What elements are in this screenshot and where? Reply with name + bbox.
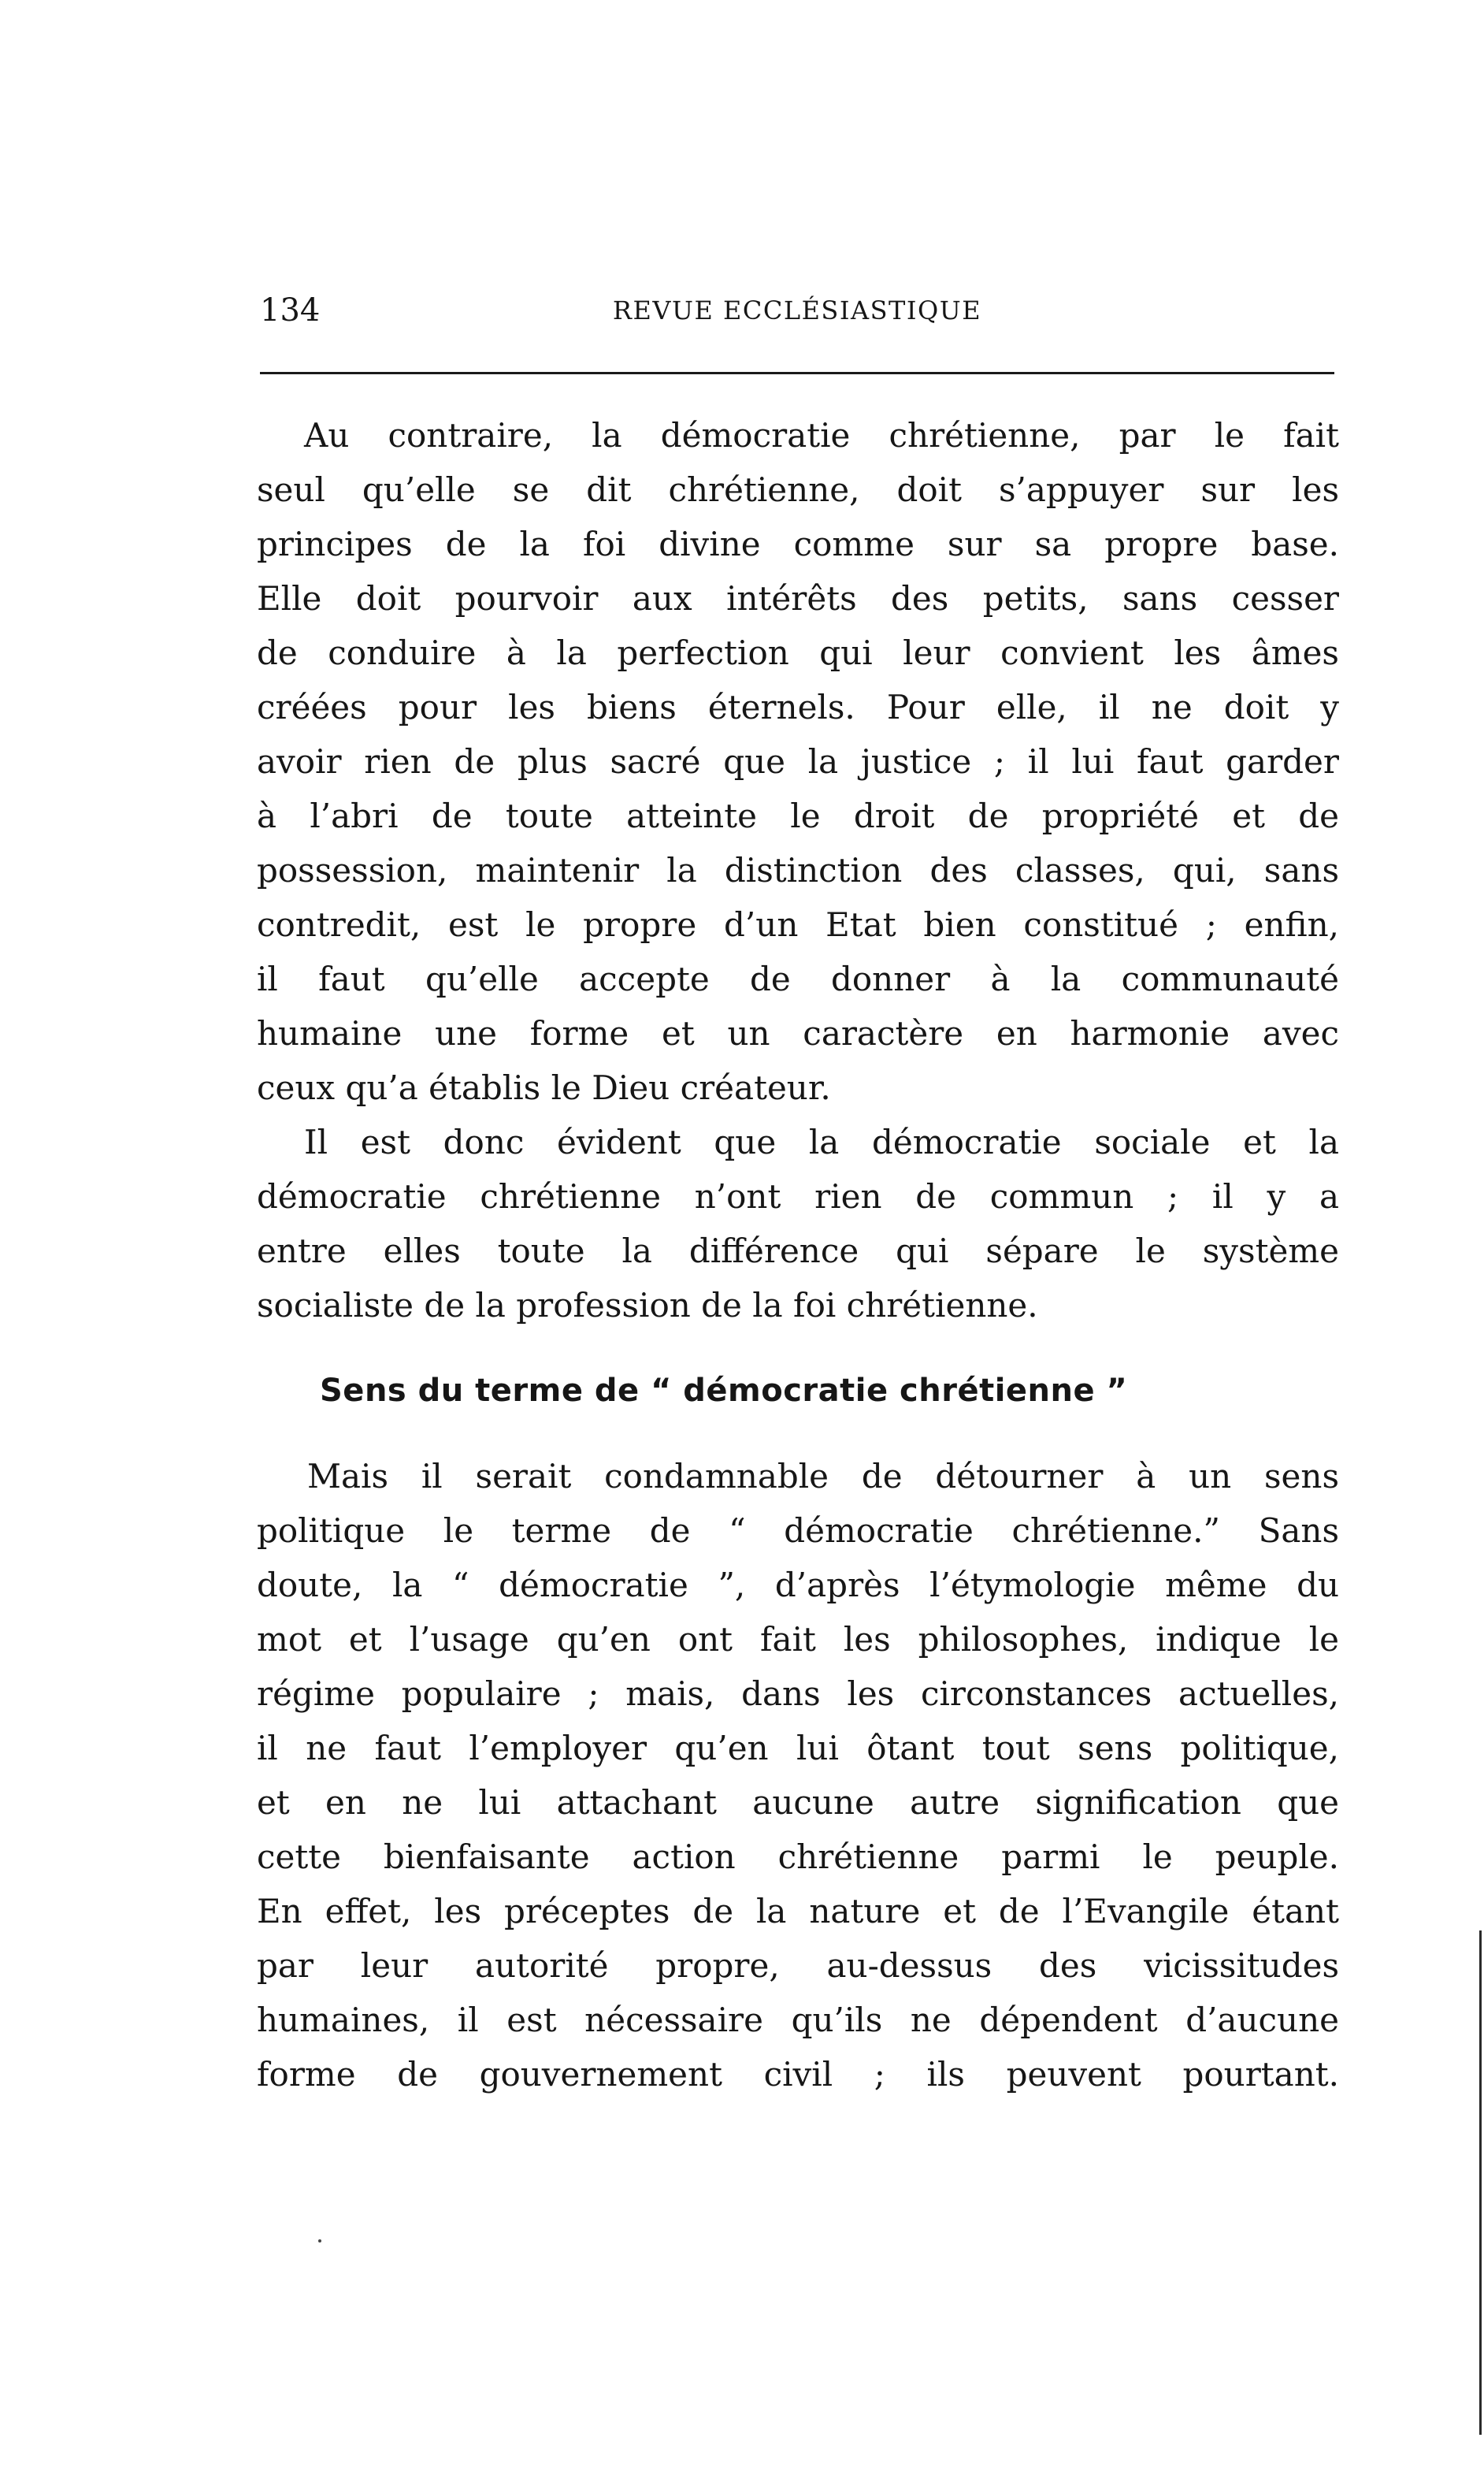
text-line: socialiste de la profession de la foi chrétienne. (257, 1286, 1038, 1325)
text-line: mot et l’usage qu’en ont fait les philosophes, indique le (257, 1620, 1339, 1659)
text-line: doute, la “ démocratie ”, d’après l’étymologie même du (257, 1566, 1339, 1604)
text-line: principes de la foi divine comme sur sa propre base. (257, 525, 1339, 563)
text-line: de conduire à la perfection qui leur convient les âmes (257, 634, 1339, 672)
text-line: créées pour les biens éternels. Pour elle, il ne doit y (257, 688, 1339, 726)
text-line: possession, maintenir la distinction des classes, qui, sans (257, 851, 1339, 890)
header-rule (260, 372, 1334, 374)
paragraph-3 (257, 1449, 1339, 2101)
text-line: Il est donc évident que la démocratie sociale et la (304, 1123, 1339, 1161)
text-line: régime populaire ; mais, dans les circonstances actuelles, (257, 1674, 1339, 1713)
paragraph-2 (257, 1115, 1339, 1332)
journal-title: REVUE ECCLÉSIASTIQUE (612, 295, 982, 325)
text-line: entre elles toute la différence qui sépare le système (257, 1232, 1339, 1270)
text-line: forme de gouvernement civil ; ils peuvent pourtant. (257, 2055, 1339, 2094)
text-line: Elle doit pourvoir aux intérêts des petits, sans cesser (257, 579, 1339, 618)
text-line: politique le terme de “ démocratie chrétienne.” Sans (257, 1511, 1339, 1550)
body-text (257, 408, 1339, 2101)
text-line: humaines, il est nécessaire qu’ils ne dépendent d’aucune (257, 2001, 1339, 2039)
page-number: 134 (260, 292, 321, 329)
section-heading: Sens du terme de “ démocratie chrétienne ” (320, 1373, 1128, 1409)
running-head (260, 287, 1334, 334)
text-line: Mais il serait condamnable de détourner à un sens (307, 1457, 1339, 1496)
text-line: à l’abri de toute atteinte le droit de propriété et de (257, 797, 1339, 835)
page-edge-mark (1479, 1930, 1482, 2435)
paragraph-1 (257, 408, 1339, 1115)
text-line: humaine une forme et un caractère en harmonie avec (257, 1014, 1339, 1053)
text-line: il faut qu’elle accepte de donner à la communauté (257, 960, 1339, 998)
ink-speck (318, 2239, 321, 2242)
text-line: avoir rien de plus sacré que la justice ; il lui faut garder (257, 742, 1339, 781)
text-line: Au contraire, la démocratie chrétienne, par le fait (304, 416, 1339, 455)
text-line: contredit, est le propre d’un Etat bien constitué ; enfin, (257, 905, 1339, 944)
text-line: par leur autorité propre, au-dessus des vicissitudes (257, 1946, 1339, 1985)
text-line: cette bienfaisante action chrétienne parmi le peuple. (257, 1837, 1339, 1876)
text-line: et en ne lui attachant aucune autre signification que (257, 1783, 1339, 1822)
text-line: démocratie chrétienne n’ont rien de commun ; il y a (257, 1177, 1339, 1216)
text-line: il ne faut l’employer qu’en lui ôtant tout sens politique, (257, 1729, 1339, 1767)
text-line: seul qu’elle se dit chrétienne, doit s’appuyer sur les (257, 470, 1339, 509)
text-line: ceux qu’a établis le Dieu créateur. (257, 1068, 831, 1107)
text-line: En effet, les préceptes de la nature et de l’Evangile étant (257, 1892, 1339, 1930)
